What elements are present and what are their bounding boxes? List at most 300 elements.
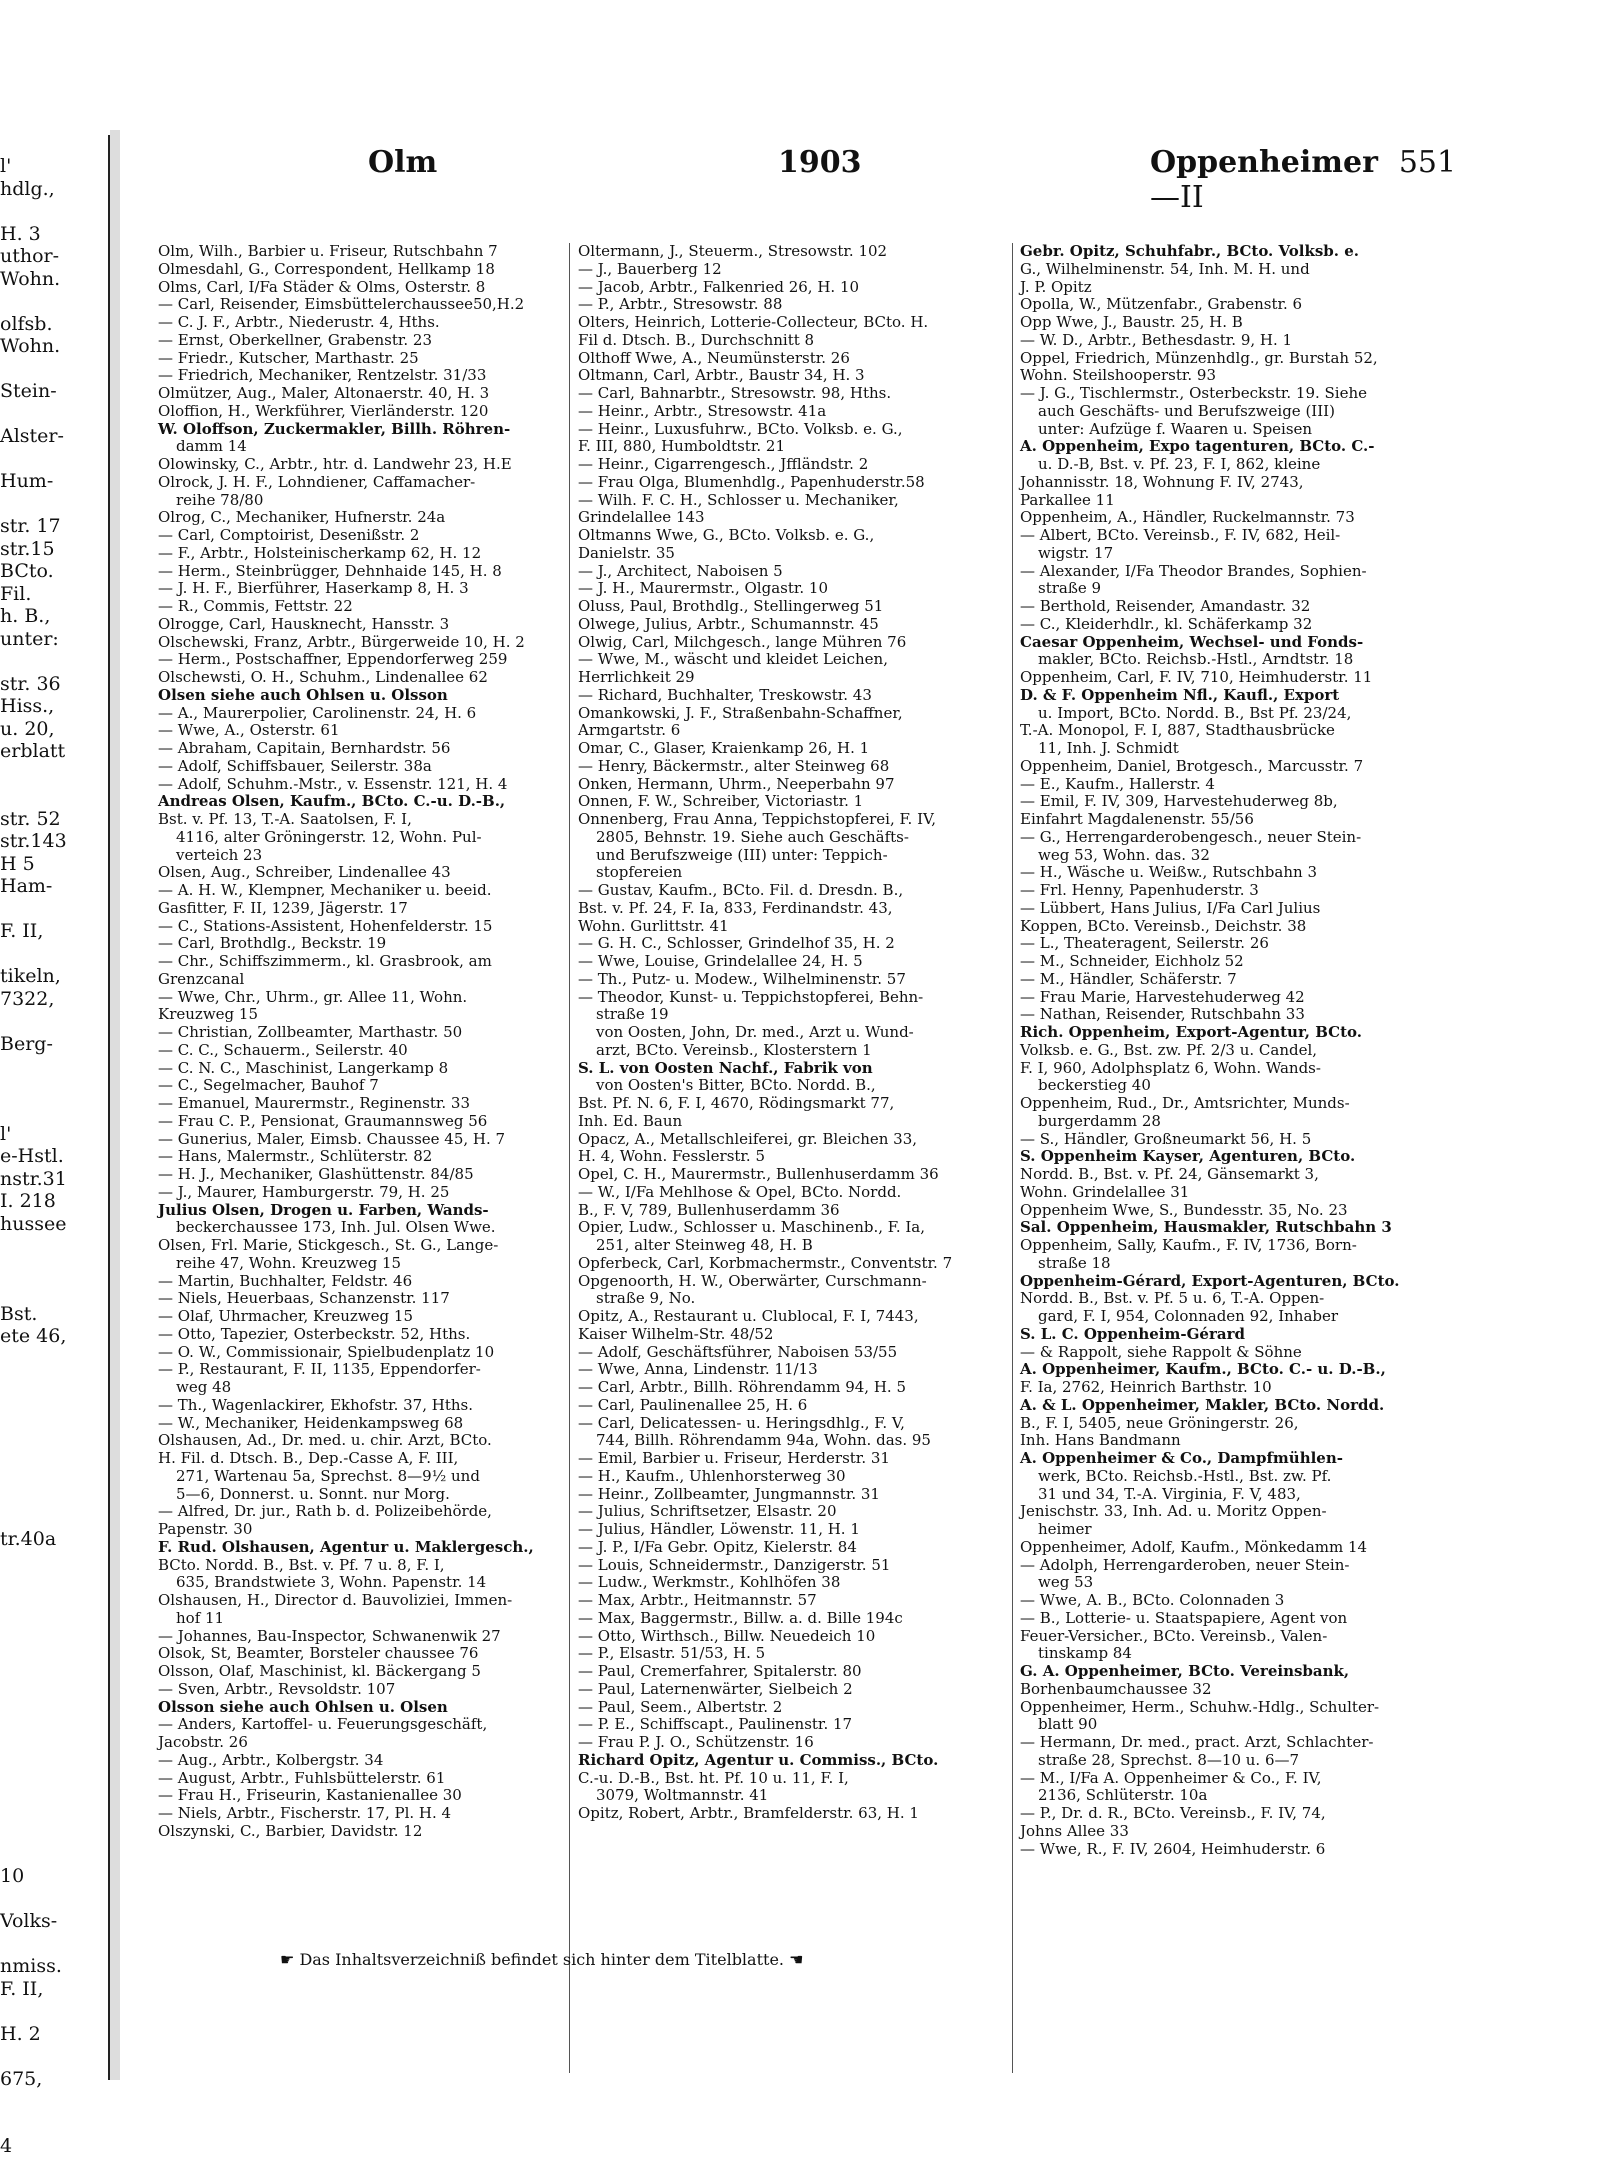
directory-entry-line: 2805, Behnstr. 19. Siehe auch Geschäfts- xyxy=(596,827,909,846)
directory-entry-line: Olwege, Julius, Arbtr., Schumannstr. 45 xyxy=(578,614,879,633)
directory-entry-line: A. Oppenheim, Expo tagenturen, BCto. C.- xyxy=(1020,437,1375,456)
directory-entry-line: — Friedr., Kutscher, Marthastr. 25 xyxy=(158,348,419,367)
directory-entry-line: Olmesdahl, G., Correspondent, Hellkamp 18 xyxy=(158,259,495,278)
directory-entry-line: — Chr., Schiffszimmerm., kl. Grasbrook, am xyxy=(158,952,492,970)
directory-entry-line: arzt, BCto. Vereinsb., Klosterstern 1 xyxy=(596,1040,872,1059)
directory-entry-line: 3079, Woltmannstr. 41 xyxy=(596,1786,769,1805)
directory-entry-line: — Johannes, Bau-Inspector, Schwanenwik 27 xyxy=(158,1626,501,1645)
directory-entry-line: Olsen, Aug., Schreiber, Lindenallee 43 xyxy=(158,863,451,882)
directory-entry-line: Opferbeck, Carl, Korbmachermstr., Conventstr. 7 xyxy=(578,1253,953,1272)
directory-entry-line: straße 18 xyxy=(1038,1253,1111,1272)
directory-entry-line: Wohn. Steilshooperstr. 93 xyxy=(1020,366,1217,385)
prev-page-fragment: 10 xyxy=(0,1865,25,1887)
prev-page-fragment: str. 17 xyxy=(0,515,61,537)
directory-entry-line: G., Wilhelminenstr. 54, Inh. M. H. und xyxy=(1020,259,1310,278)
directory-entry-line: Kaiser Wilhelm-Str. 48/52 xyxy=(578,1324,774,1343)
column-rule xyxy=(569,243,570,2073)
directory-entry-line: 5—6, Donnerst. u. Sonnt. nur Morg. xyxy=(176,1484,450,1503)
directory-entry-line: — S., Händler, Großneumarkt 56, H. 5 xyxy=(1020,1129,1312,1148)
directory-entry-line: Oluss, Paul, Brothdlg., Stellingerweg 51 xyxy=(578,597,884,615)
directory-entry-line: — H. J., Mechaniker, Glashüttenstr. 84/85 xyxy=(158,1165,474,1183)
directory-entry-line: — R., Commis, Fettstr. 22 xyxy=(158,597,353,615)
directory-entry-line: damm 14 xyxy=(176,437,247,456)
directory-entry-line: Onnenberg, Frau Anna, Teppichstopferei, F. IV, xyxy=(578,810,936,828)
directory-entry-line: — J. P., I/Fa Gebr. Opitz, Kielerstr. 84 xyxy=(578,1537,857,1556)
directory-entry-line: Olsok, St, Beamter, Borsteler chaussee 76 xyxy=(158,1644,479,1663)
prev-page-fragment: BCto. xyxy=(0,560,54,582)
prev-page-fragment: olfsb. xyxy=(0,312,53,335)
directory-entry-line: straße 9 xyxy=(1038,579,1102,598)
directory-entry-line: — W., Mechaniker, Heidenkampsweg 68 xyxy=(158,1413,464,1432)
directory-entry-line: 635, Brandstwiete 3, Wohn. Papenstr. 14 xyxy=(176,1573,487,1592)
prev-page-fragment: F. II, xyxy=(0,920,44,942)
directory-entry-line: Opel, C. H., Maurermstr., Bullenhuserdamm 36 xyxy=(578,1165,939,1183)
prev-page-fragment: Ham- xyxy=(0,875,53,897)
directory-entry-line: — Otto, Wirthsch., Billw. Neuedeich 10 xyxy=(578,1626,876,1645)
directory-entry-line: Olshausen, H., Director d. Bauvoliziei, Immen- xyxy=(158,1591,513,1609)
directory-entry-line: — Emil, Barbier u. Friseur, Herderstr. 31 xyxy=(578,1449,890,1467)
directory-entry-line: F. III, 880, Humboldtstr. 21 xyxy=(578,437,785,456)
directory-entry-line: weg 53, Wohn. das. 32 xyxy=(1038,845,1210,864)
directory-entry-line: u. Import, BCto. Nordd. B., Bst Pf. 23/24, xyxy=(1038,703,1352,722)
directory-entry-line: — Gustav, Kaufm., BCto. Fil. d. Dresdn. B., xyxy=(578,881,904,899)
directory-entry-line: Olms, Carl, I/Fa Städer & Olms, Osterstr. 8 xyxy=(158,277,486,296)
directory-entry-line: — Frau Marie, Harvestehuderweg 42 xyxy=(1020,987,1305,1006)
prev-page-fragment: Bst. xyxy=(0,1302,38,1325)
directory-page xyxy=(158,135,1457,2055)
directory-entry-line: Grenzcanal xyxy=(158,969,245,988)
prev-page-fragment: Hum- xyxy=(0,470,54,492)
directory-entry-line: von Oosten's Bitter, BCto. Nordd. B., xyxy=(596,1076,876,1095)
directory-entry-line: D. & F. Oppenheim Nfl., Kaufl., Export xyxy=(1020,685,1340,704)
directory-entry-line: — Frau H., Friseurin, Kastanienallee 30 xyxy=(158,1786,462,1805)
directory-entry-line: S. L. C. Oppenheim-Gérard xyxy=(1020,1324,1245,1343)
prev-page-fragment: Alster- xyxy=(0,425,64,447)
directory-entry-line: — Wwe, R., F. IV, 2604, Heimhuderstr. 6 xyxy=(1020,1839,1326,1858)
directory-entry-line: Opitz, Robert, Arbtr., Bramfelderstr. 63, H. 1 xyxy=(578,1804,919,1822)
directory-entry-line: Olsen siehe auch Ohlsen u. Olsson xyxy=(158,685,448,704)
directory-entry-line: Oppenheim, Carl, F. IV, 710, Heimhuderstr. 11 xyxy=(1020,668,1373,686)
directory-entry-line: — Alexander, I/Fa Theodor Brandes, Sophien- xyxy=(1020,561,1367,580)
directory-entry-line: — Henry, Bäckermstr., alter Steinweg 68 xyxy=(578,756,890,775)
directory-entry-line: — J. H. F., Bierführer, Haserkamp 8, H. 3 xyxy=(158,579,469,598)
directory-entry-line: Parkallee 11 xyxy=(1020,490,1115,509)
directory-entry-line: W. Oloffson, Zuckermakler, Billh. Röhren- xyxy=(158,419,511,438)
prev-page-fragment: H. 3 xyxy=(0,222,41,245)
directory-entry-line: Nordd. B., Bst. v. Pf. 5 u. 6, T.-A. Oppen- xyxy=(1020,1289,1325,1308)
directory-entry-line: — Hermann, Dr. med., pract. Arzt, Schlachter- xyxy=(1020,1733,1374,1751)
directory-entry-line: — Frau P. J. O., Schützenstr. 16 xyxy=(578,1733,814,1751)
directory-entry-line: — J. G., Tischlermstr., Osterbeckstr. 19. Siehe xyxy=(1020,384,1368,402)
directory-entry-line: Olschewsti, O. H., Schuhm., Lindenallee 62 xyxy=(158,668,488,686)
directory-entry-line: Omar, C., Glaser, Kraienkamp 26, H. 1 xyxy=(578,739,870,757)
directory-entry-line: — Hans, Malermstr., Schlüterstr. 82 xyxy=(158,1147,433,1166)
prev-page-fragment: str. 36 xyxy=(0,672,61,695)
directory-entry-line: — W., I/Fa Mehlhose & Opel, BCto. Nordd. xyxy=(578,1182,902,1201)
directory-entry-line: verteich 23 xyxy=(176,845,263,864)
directory-entry-line: Julius Olsen, Drogen u. Farben, Wands- xyxy=(158,1200,489,1219)
directory-entry-line: von Oosten, John, Dr. med., Arzt u. Wund- xyxy=(596,1023,914,1041)
directory-entry-line: u. D.-B, Bst. v. Pf. 23, F. I, 862, kleine xyxy=(1038,455,1321,473)
directory-entry-line: Einfahrt Magdalenenstr. 55/56 xyxy=(1020,810,1254,828)
prev-page-fragment: str.15 xyxy=(0,537,55,560)
header-first-entry: Olm xyxy=(368,145,438,180)
directory-entry-line: Opier, Ludw., Schlosser u. Maschinenb., F. Ia, xyxy=(578,1218,925,1237)
directory-entry-line: straße 9, No. xyxy=(596,1289,696,1308)
directory-entry-line: Papenstr. 30 xyxy=(158,1520,253,1538)
directory-entry-line: — August, Arbtr., Fuhlsbüttelerstr. 61 xyxy=(158,1768,446,1787)
directory-entry-line: straße 19 xyxy=(596,1005,669,1024)
directory-entry-line: — M., Schneider, Eichholz 52 xyxy=(1020,952,1244,970)
directory-entry-line: Opp Wwe, J., Baustr. 25, H. B xyxy=(1020,313,1243,331)
directory-entry-line: T.-A. Monopol, F. I, 887, Stadthausbrücke xyxy=(1020,721,1335,740)
directory-entry-line: beckerstieg 40 xyxy=(1038,1076,1151,1095)
previous-page-edge xyxy=(0,135,111,2157)
directory-entry-line: 31 und 34, T.-A. Virginia, F. V, 483, xyxy=(1038,1484,1301,1503)
directory-entry-line: F. I, 960, Adolphsplatz 6, Wohn. Wands- xyxy=(1020,1058,1321,1077)
directory-entry-line: — Jacob, Arbtr., Falkenried 26, H. 10 xyxy=(578,277,860,296)
directory-entry-line: 251, alter Steinweg 48, H. B xyxy=(596,1236,813,1254)
directory-entry-line: beckerchaussee 173, Inh. Jul. Olsen Wwe. xyxy=(176,1218,496,1237)
directory-entry-line: S. Oppenheim Kayser, Agenturen, BCto. xyxy=(1020,1147,1356,1166)
directory-entry-line: — C. C., Schauerm., Seilerstr. 40 xyxy=(158,1040,408,1059)
directory-entry-line: — Frau C. P., Pensionat, Graumannsweg 56 xyxy=(158,1111,488,1130)
directory-entry-line: — J., Bauerberg 12 xyxy=(578,259,722,278)
directory-entry-line: Gebr. Opitz, Schuhfabr., BCto. Volksb. e. xyxy=(1020,242,1360,260)
directory-entry-line: H. 4, Wohn. Fesslerstr. 5 xyxy=(578,1147,766,1166)
directory-entry-line: — Max, Arbtr., Heitmannstr. 57 xyxy=(578,1591,817,1609)
directory-entry-line: — W. D., Arbtr., Bethesdastr. 9, H. 1 xyxy=(1020,330,1293,349)
directory-entry-line: Olsson siehe auch Ohlsen u. Olsen xyxy=(158,1697,448,1716)
directory-entry-line: weg 48 xyxy=(176,1378,232,1396)
directory-entry-line: — O. W., Commissionair, Spielbudenplatz 10 xyxy=(158,1342,495,1361)
directory-entry-line: — G. H. C., Schlosser, Grindelhof 35, H. 2 xyxy=(578,934,895,953)
directory-entry-line: — Adolf, Schuhm.-Mstr., v. Essenstr. 121, H. 4 xyxy=(158,774,508,793)
directory-entry-line: — M., I/Fa A. Oppenheimer & Co., F. IV, xyxy=(1020,1768,1322,1787)
prev-page-fragment: ete 46, xyxy=(0,1325,67,1347)
prev-page-fragment: F. II, xyxy=(0,1977,44,2000)
directory-entry-line: — P., Elsastr. 51/53, H. 5 xyxy=(578,1644,766,1663)
directory-entry-line: — C. J. F., Arbtr., Niederustr. 4, Hths. xyxy=(158,313,440,331)
directory-entry-line: 11, Inh. J. Schmidt xyxy=(1038,739,1179,757)
directory-entry-line: — Ernst, Oberkellner, Grabenstr. 23 xyxy=(158,330,433,349)
directory-entry-line: — H., Kaufm., Uhlenhorsterweg 30 xyxy=(578,1466,846,1485)
directory-entry-line: — J. H., Maurermstr., Olgastr. 10 xyxy=(578,579,829,598)
directory-entry-line: S. L. von Oosten Nachf., Fabrik von xyxy=(578,1058,873,1077)
prev-page-fragment: H 5 xyxy=(0,852,35,875)
directory-entry-line: Jenischstr. 33, Inh. Ad. u. Moritz Oppen- xyxy=(1020,1502,1327,1521)
directory-entry-line: Richard Opitz, Agentur u. Commiss., BCto. xyxy=(578,1750,939,1769)
directory-entry-line: Nordd. B., Bst. v. Pf. 24, Gänsemarkt 3, xyxy=(1020,1165,1319,1183)
directory-entry-line: — B., Lotterie- u. Staatspapiere, Agent von xyxy=(1020,1608,1348,1627)
directory-entry-line: tinskamp 84 xyxy=(1038,1644,1132,1663)
prev-page-fragment: hussee xyxy=(0,1212,67,1235)
directory-entry-line: — Olaf, Uhrmacher, Kreuzweg 15 xyxy=(158,1307,413,1325)
prev-page-fragment: str.143 xyxy=(0,830,67,852)
directory-entry-line: Onnen, F. W., Schreiber, Victoriastr. 1 xyxy=(578,792,864,811)
directory-entry-line: stopfereien xyxy=(596,863,683,882)
prev-page-fragment: Wohn. xyxy=(0,335,61,357)
prev-page-fragment: Wohn. xyxy=(0,267,61,290)
footer-note: ☛ Das Inhaltsverzeichniß befindet sich hinter dem Titelblatte. ☚ xyxy=(280,1950,804,1969)
directory-entry-line: 4116, alter Gröningerstr. 12, Wohn. Pul- xyxy=(176,827,482,846)
directory-entry-line: — Carl, Delicatessen- u. Heringsdhlg., F. V, xyxy=(578,1413,905,1432)
directory-entry-line: — Theodor, Kunst- u. Teppichstopferei, Behn- xyxy=(578,987,924,1006)
directory-entry-line: Olsen, Frl. Marie, Stickgesch., St. G., Lange- xyxy=(158,1236,499,1254)
directory-entry-line: — E., Kaufm., Hallerstr. 4 xyxy=(1020,774,1215,793)
directory-entry-line: Bst. v. Pf. 24, F. Ia, 833, Ferdinandstr. 43, xyxy=(578,898,893,917)
prev-page-fragment: uthor- xyxy=(0,245,60,267)
directory-entry-line: Oppenheimer, Adolf, Kaufm., Mönkedamm 14 xyxy=(1020,1537,1368,1556)
prev-page-fragment: hdlg., xyxy=(0,177,55,200)
directory-entry-line: — Anders, Kartoffel- u. Feuerungsgeschäft, xyxy=(158,1715,488,1734)
directory-entry-line: Wohn. Gurlittstr. 41 xyxy=(578,916,729,935)
directory-entry-line: — Adolf, Schiffsbauer, Seilerstr. 38a xyxy=(158,756,432,775)
directory-entry-line: Borhenbaumchaussee 32 xyxy=(1020,1679,1212,1698)
directory-entry-line: Opgenoorth, H. W., Oberwärter, Curschmann- xyxy=(578,1271,927,1290)
directory-entry-line: Oppenheim-Gérard, Export-Agenturen, BCto. xyxy=(1020,1271,1400,1290)
directory-entry-line: Olrogge, Carl, Hausknecht, Hansstr. 3 xyxy=(158,614,450,633)
directory-entry-line: — Gunerius, Maler, Eimsb. Chaussee 45, H. 7 xyxy=(158,1129,506,1148)
directory-entry-line: Oppenheim Wwe, S., Bundesstr. 35, No. 23 xyxy=(1020,1200,1348,1219)
directory-entry-line: — Carl, Reisender, Eimsbüttelerchaussee50,H.2 xyxy=(158,295,525,314)
column-2 xyxy=(578,243,988,2075)
directory-entry-line: — Nathan, Reisender, Rutschbahn 33 xyxy=(1020,1005,1305,1024)
directory-entry-line: A. & L. Oppenheimer, Makler, BCto. Nordd. xyxy=(1020,1395,1385,1414)
prev-page-fragment: Hiss., xyxy=(0,695,55,717)
directory-entry-line: Oltermann, J., Steuerm., Stresowstr. 102 xyxy=(578,242,888,260)
directory-entry-line: Olsson, Olaf, Maschinist, kl. Bäckergang 5 xyxy=(158,1662,481,1680)
prev-page-fragment: Berg- xyxy=(0,1032,53,1055)
directory-entry-line: Inh. Ed. Baun xyxy=(578,1111,683,1130)
directory-entry-line: 2136, Schlüterstr. 10a xyxy=(1038,1786,1208,1805)
directory-entry-line: — Carl, Comptoirist, Desenißstr. 2 xyxy=(158,526,420,544)
directory-entry-line: Oltmann, Carl, Arbtr., Baustr 34, H. 3 xyxy=(578,366,865,385)
directory-entry-line: reihe 47, Wohn. Kreuzweg 15 xyxy=(176,1253,402,1272)
directory-entry-line: unter: Aufzüge f. Waaren u. Speisen xyxy=(1038,419,1313,438)
directory-entry-line: Inh. Hans Bandmann xyxy=(1020,1431,1181,1450)
directory-entry-line: — J., Architect, Naboisen 5 xyxy=(578,561,783,580)
directory-entry-line: — Julius, Händler, Löwenstr. 11, H. 1 xyxy=(578,1520,860,1538)
directory-entry-line: — & Rappolt, siehe Rappolt & Söhne xyxy=(1020,1342,1302,1361)
prev-page-fragment: 675, xyxy=(0,2067,43,2090)
directory-entry-line: Olmützer, Aug., Maler, Altonaerstr. 40, H. 3 xyxy=(158,384,490,402)
directory-entry-line: — Wwe, A., Osterstr. 61 xyxy=(158,721,340,740)
directory-entry-line: Olschewski, Franz, Arbtr., Bürgerweide 10, H. 2 xyxy=(158,632,525,651)
directory-entry-line: BCto. Nordd. B., Bst. v. Pf. 7 u. 8, F. I, xyxy=(158,1555,445,1574)
directory-entry-line: Omankowski, J. F., Straßenbahn-Schaffner, xyxy=(578,703,903,722)
directory-entry-line: — Niels, Arbtr., Fischerstr. 17, Pl. H. 4 xyxy=(158,1804,452,1822)
directory-entry-line: — Louis, Schneidermstr., Danzigerstr. 51 xyxy=(578,1555,891,1574)
directory-entry-line: Onken, Hermann, Uhrm., Neeperbahn 97 xyxy=(578,774,895,793)
directory-entry-line: — Heinr., Luxusfuhrw., BCto. Volksb. e. G., xyxy=(578,419,903,438)
directory-entry-line: — Th., Wagenlackirer, Ekhofstr. 37, Hths. xyxy=(158,1395,473,1414)
prev-page-fragment: tr.40a xyxy=(0,1527,57,1550)
directory-entry-line: — J., Maurer, Hamburgerstr. 79, H. 25 xyxy=(158,1182,450,1201)
directory-entry-line: Oppel, Friedrich, Münzenhdlg., gr. Burstah 52, xyxy=(1020,348,1378,367)
directory-entry-line: — Heinr., Cigarrengesch., Jffländstr. 2 xyxy=(578,455,869,473)
directory-entry-line: Oppenheim, Daniel, Brotgesch., Marcusstr. 7 xyxy=(1020,756,1364,775)
directory-entry-line: F. Rud. Olshausen, Agentur u. Maklergesch., xyxy=(158,1537,534,1556)
directory-entry-line: gard, F. I, 954, Colonnaden 92, Inhaber xyxy=(1038,1307,1339,1325)
directory-entry-line: — Herm., Postschaffner, Eppendorferweg 259 xyxy=(158,650,508,669)
directory-entry-line: — Paul, Laternenwärter, Sielbeich 2 xyxy=(578,1679,853,1698)
directory-entry-line: Kreuzweg 15 xyxy=(158,1005,258,1024)
directory-entry-line: — Richard, Buchhalter, Treskowstr. 43 xyxy=(578,685,872,704)
directory-entry-line: Bst. Pf. N. 6, F. I, 4670, Rödingsmarkt 77, xyxy=(578,1094,895,1112)
directory-entry-line: Danielstr. 35 xyxy=(578,543,675,562)
directory-entry-line: hof 11 xyxy=(176,1608,225,1627)
directory-entry-line: werk, BCto. Reichsb.-Hstl., Bst. zw. Pf. xyxy=(1038,1466,1332,1485)
directory-entry-line: — C. N. C., Maschinist, Langerkamp 8 xyxy=(158,1058,449,1077)
directory-entry-line: Olrog, C., Mechaniker, Hufnerstr. 24a xyxy=(158,508,446,527)
directory-entry-line: — Carl, Arbtr., Billh. Röhrendamm 94, H. 5 xyxy=(578,1378,907,1396)
column-rule xyxy=(1012,243,1013,2073)
directory-entry-line: blatt 90 xyxy=(1038,1715,1098,1734)
directory-entry-line: Koppen, BCto. Vereinsb., Deichstr. 38 xyxy=(1020,916,1307,935)
directory-entry-line: — Emil, F. IV, 309, Harvestehuderweg 8b, xyxy=(1020,792,1338,811)
column-1 xyxy=(158,243,568,2075)
directory-entry-line: Jacobstr. 26 xyxy=(158,1733,248,1751)
directory-entry-line: Opolla, W., Mützenfabr., Grabenstr. 6 xyxy=(1020,295,1303,314)
directory-entry-line: burgerdamm 28 xyxy=(1038,1111,1161,1130)
directory-entry-line: Olthoff Wwe, A., Neumünsterstr. 26 xyxy=(578,348,850,367)
directory-entry-line: — Niels, Heuerbaas, Schanzenstr. 117 xyxy=(158,1289,450,1308)
directory-entry-line: — L., Theateragent, Seilerstr. 26 xyxy=(1020,934,1269,953)
directory-entry-line: G. A. Oppenheimer, BCto. Vereinsbank, xyxy=(1020,1662,1350,1680)
directory-entry-line: — Berthold, Reisender, Amandastr. 32 xyxy=(1020,597,1311,615)
header-year: 1903 xyxy=(778,145,862,180)
directory-entry-line: Herrlichkeit 29 xyxy=(578,668,695,686)
directory-entry-line: — Aug., Arbtr., Kolbergstr. 34 xyxy=(158,1750,384,1769)
directory-entry-line: — Wilh. F. C. H., Schlosser u. Mechaniker, xyxy=(578,490,899,509)
prev-page-fragment: l' xyxy=(0,1122,12,1145)
directory-entry-line: weg 53 xyxy=(1038,1573,1094,1592)
directory-entry-line: — Ludw., Werkmstr., Kohlhöfen 38 xyxy=(578,1573,841,1592)
prev-page-fragment: unter: xyxy=(0,627,59,650)
directory-entry-line: — Wwe, M., wäscht und kleidet Leichen, xyxy=(578,650,888,669)
directory-entry-line: Rich. Oppenheim, Export-Agentur, BCto. xyxy=(1020,1023,1362,1041)
prev-page-fragment: 7322, xyxy=(0,987,55,1010)
directory-entry-line: A. Oppenheimer & Co., Dampfmühlen- xyxy=(1020,1449,1343,1467)
directory-entry-line: — F., Arbtr., Holsteinischerkamp 62, H. 12 xyxy=(158,543,482,562)
directory-entry-line: — Adolph, Herrengarderoben, neuer Stein- xyxy=(1020,1555,1350,1574)
directory-entry-line: wigstr. 17 xyxy=(1038,543,1114,562)
directory-entry-line: Olowinsky, C., Arbtr., htr. d. Landwehr 23, H.E xyxy=(158,455,512,473)
directory-entry-line: und Berufszweige (III) unter: Teppich- xyxy=(596,845,888,864)
header-last-entry-name: Oppenheimer xyxy=(1150,145,1378,180)
directory-entry-line: — Carl, Brothdlg., Beckstr. 19 xyxy=(158,934,387,953)
directory-entry-line: — Alfred, Dr. jur., Rath b. d. Polizeibehörde, xyxy=(158,1502,492,1521)
directory-entry-line: B., F. I, 5405, neue Gröningerstr. 26, xyxy=(1020,1413,1299,1432)
column-3 xyxy=(1020,243,1430,2075)
directory-entry-line: Olwig, Carl, Milchgesch., lange Mühren 76 xyxy=(578,632,907,651)
directory-entry-line: — P., Dr. d. R., BCto. Vereinsb., F. IV, 74, xyxy=(1020,1804,1326,1822)
prev-page-fragment: I. 218 xyxy=(0,1190,56,1212)
directory-entry-line: — P. E., Schiffscapt., Paulinenstr. 17 xyxy=(578,1715,853,1734)
directory-entry-line: heimer xyxy=(1038,1520,1092,1538)
directory-entry-line: — Frau Olga, Blumenhdlg., Papenhuderstr.58 xyxy=(578,472,925,491)
directory-entry-line: — Herm., Steinbrügger, Dehnhaide 145, H. 8 xyxy=(158,561,502,580)
directory-entry-line: — M., Händler, Schäferstr. 7 xyxy=(1020,969,1237,988)
directory-entry-line: Olters, Heinrich, Lotterie-Collecteur, BCto. H. xyxy=(578,313,929,331)
directory-entry-line: Bst. v. Pf. 13, T.-A. Saatolsen, F. I, xyxy=(158,810,412,828)
directory-entry-line: Armgartstr. 6 xyxy=(578,721,681,740)
directory-entry-line: Oppenheimer, Herm., Schuhw.-Hdlg., Schulter- xyxy=(1020,1697,1380,1716)
directory-entry-line: — Paul, Cremerfahrer, Spitalerstr. 80 xyxy=(578,1662,862,1680)
directory-entry-line: F. Ia, 2762, Heinrich Barthstr. 10 xyxy=(1020,1378,1272,1396)
directory-entry-line: Feuer-Versicher., BCto. Vereinsb., Valen- xyxy=(1020,1626,1328,1645)
directory-entry-line: H. Fil. d. Dtsch. B., Dep.-Casse A, F. III, xyxy=(158,1449,459,1467)
prev-page-fragment: l' xyxy=(0,155,12,177)
directory-entry-line: — Heinr., Zollbeamter, Jungmannstr. 31 xyxy=(578,1484,880,1503)
prev-page-fragment: nmiss. xyxy=(0,1955,62,1977)
directory-entry-line: Oltmanns Wwe, G., BCto. Volksb. e. G., xyxy=(578,526,875,544)
directory-entry-line: Oppenheim, A., Händler, Ruckelmannstr. 73 xyxy=(1020,508,1355,527)
directory-entry-line: Andreas Olsen, Kaufm., BCto. C.-u. D.-B., xyxy=(158,792,506,811)
directory-entry-line: — Martin, Buchhalter, Feldstr. 46 xyxy=(158,1271,413,1290)
directory-entry-line: — Adolf, Geschäftsführer, Naboisen 53/55 xyxy=(578,1342,898,1361)
directory-entry-line: Gasfitter, F. II, 1239, Jägerstr. 17 xyxy=(158,898,408,917)
directory-entry-line: Wohn. Grindelallee 31 xyxy=(1020,1182,1190,1201)
directory-entry-line: — Albert, BCto. Vereinsb., F. IV, 682, Heil- xyxy=(1020,526,1341,544)
directory-entry-line: Oloffion, H., Werkführer, Vierländerstr. 120 xyxy=(158,401,489,420)
prev-page-fragment: erblatt xyxy=(0,740,66,762)
prev-page-fragment: u. 20, xyxy=(0,717,55,740)
directory-entry-line: — Wwe, Louise, Grindelallee 24, H. 5 xyxy=(578,952,863,970)
directory-entry-line: — Heinr., Arbtr., Stresowstr. 41a xyxy=(578,401,827,420)
directory-entry-line: Grindelallee 143 xyxy=(578,508,705,527)
page-number: 551—II xyxy=(1150,145,1457,215)
directory-entry-line: 744, Billh. Röhrendamm 94a, Wohn. das. 95 xyxy=(596,1431,931,1450)
directory-entry-line: — C., Kleiderhdlr., kl. Schäferkamp 32 xyxy=(1020,614,1313,633)
directory-entry-line: Opacz, A., Metallschleiferei, gr. Bleichen 33, xyxy=(578,1129,918,1148)
directory-entry-line: — Carl, Paulinenallee 25, H. 6 xyxy=(578,1395,808,1414)
directory-entry-line: — G., Herrengarderobengesch., neuer Stein- xyxy=(1020,827,1362,846)
directory-entry-line: Volksb. e. G., Bst. zw. Pf. 2/3 u. Candel, xyxy=(1020,1040,1318,1059)
directory-entry-line: — Lübbert, Hans Julius, I/Fa Carl Julius xyxy=(1020,898,1321,917)
prev-page-fragment: H. 2 xyxy=(0,2022,41,2045)
prev-page-fragment: Fil. xyxy=(0,582,32,605)
directory-entry-line: — Wwe, Anna, Lindenstr. 11/13 xyxy=(578,1360,818,1379)
directory-entry-line: J. P. Opitz xyxy=(1020,277,1092,296)
directory-entry-line: Olshausen, Ad., Dr. med. u. chir. Arzt, BCto. xyxy=(158,1431,492,1450)
directory-entry-line: Caesar Oppenheim, Wechsel- und Fonds- xyxy=(1020,632,1364,651)
directory-entry-line: — A. H. W., Klempner, Mechaniker u. beeid. xyxy=(158,881,492,899)
directory-entry-line: — Wwe, A. B., BCto. Colonnaden 3 xyxy=(1020,1591,1285,1609)
directory-entry-line: — C., Segelmacher, Bauhof 7 xyxy=(158,1076,379,1095)
prev-page-fragment: tikeln, xyxy=(0,965,61,987)
header-last-entry xyxy=(1150,145,1456,215)
running-head xyxy=(158,135,1457,215)
directory-entry-line: — Julius, Schriftsetzer, Elsastr. 20 xyxy=(578,1502,837,1521)
directory-entry-line: Johannisstr. 18, Wohnung F. IV, 2743, xyxy=(1020,472,1304,491)
directory-entry-line: — Wwe, Chr., Uhrm., gr. Allee 11, Wohn. xyxy=(158,987,468,1006)
directory-entry-line: Olm, Wilh., Barbier u. Friseur, Rutschbahn 7 xyxy=(158,242,498,260)
directory-entry-line: A. Oppenheimer, Kaufm., BCto. C.- u. D.-B., xyxy=(1020,1360,1386,1379)
directory-entry-line: — Otto, Tapezier, Osterbeckstr. 52, Hths. xyxy=(158,1324,471,1343)
directory-entry-line: — H., Wäsche u. Weißw., Rutschbahn 3 xyxy=(1020,863,1317,882)
directory-entry-line: — Max, Baggermstr., Billw. a. d. Bille 194c xyxy=(578,1608,903,1627)
directory-entry-line: — Sven, Arbtr., Revsoldstr. 107 xyxy=(158,1679,396,1698)
directory-entry-line: reihe 78/80 xyxy=(176,490,264,509)
directory-entry-line: 271, Wartenau 5a, Sprechst. 8—9½ und xyxy=(176,1466,480,1485)
footer-text: Das Inhaltsverzeichniß befindet sich hinter dem Titelblatte. xyxy=(299,1950,784,1969)
prev-page-fragment: Volks- xyxy=(0,1910,58,1932)
directory-entry-line: — C., Stations-Assistent, Hohenfelderstr. 15 xyxy=(158,916,493,935)
directory-entry-line: Oppenheim, Sally, Kaufm., F. IV, 1736, Born- xyxy=(1020,1236,1357,1254)
prev-page-fragment: Stein- xyxy=(0,380,57,402)
